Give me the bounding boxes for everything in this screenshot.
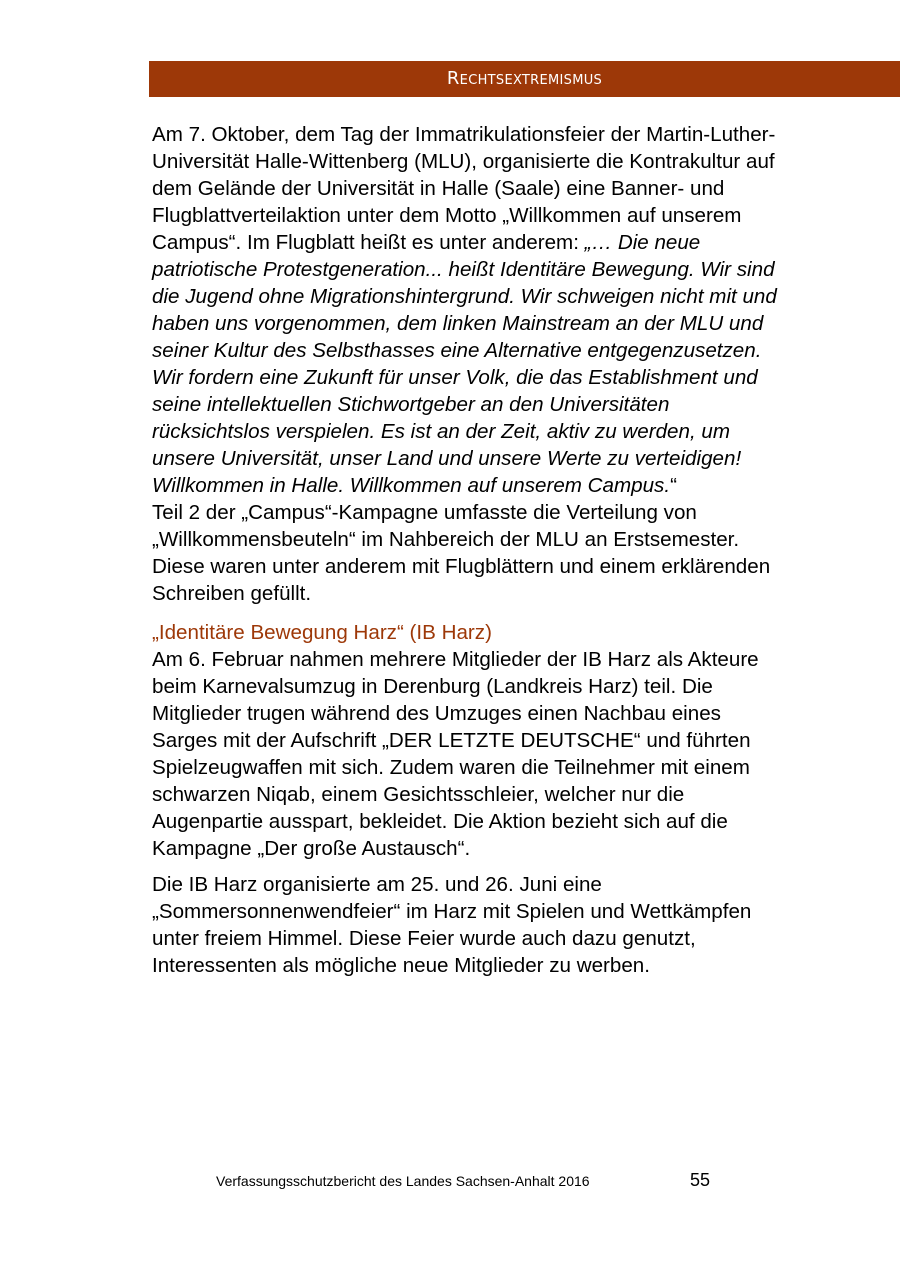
paragraph-campus-action (152, 121, 780, 499)
paragraph-intro: Am 7. Oktober, dem Tag der Immatrikulationsfeier der Martin-Luther-Universität Halle-Wittenberg (MLU), organisierte die Kontrakultur auf dem Gelände der Universität in Halle (Saale) eine Banner- und Flugblattverteilaktion unter dem Motto „Willkommen auf unserem Campus“. Im Flugblatt heißt es unter anderem: (152, 123, 776, 254)
section-header-bar (149, 61, 900, 97)
footer-report-title: Verfassungsschutzbericht des Landes Sachsen-Anhalt 2016 (216, 1173, 590, 1189)
paragraph-solstice: Die IB Harz organisierte am 25. und 26. Juni eine „Sommersonnenwendfeier“ im Harz mit Spielen und Wettkämpfen unter freiem Himmel. Diese Feier wurde auch dazu genutzt, Interessenten als mögliche neue Mitglieder zu werben. (152, 873, 752, 977)
section-heading-ib-harz: „Identitäre Bewegung Harz“ (IB Harz) (152, 621, 492, 644)
paragraph-carnival: Am 6. Februar nahmen mehrere Mitglieder der IB Harz als Akteure beim Karnevalsumzug in Derenburg (Landkreis Harz) teil. Die Mitglieder trugen während des Umzuges einen Nachbau eines Sarges mit der Aufschrift „DER LETZTE DEUTSCHE“ und führten Spielzeugwaffen mit sich. Zudem waren die Teilnehmer mit einem schwarzen Niqab, einem Gesichtsschleier, welcher nur die Augenpartie ausspart, bekleidet. Die Aktion bezieht sich auf die Kampagne „Der große Austausch“. (152, 648, 759, 860)
page-number: 55 (690, 1170, 711, 1190)
section-title: Rechtsextremismus (446, 68, 603, 89)
quote-close-mark: “ (670, 474, 677, 497)
paragraph-campus-part2: Teil 2 der „Campus“-Kampagne umfasste die Verteilung von „Willkommensbeuteln“ im Nahbereich der MLU an Erstsemester. Diese waren unter anderem mit Flugblättern und einem erklärenden Schreiben gefüllt. (152, 501, 771, 605)
article-body (152, 121, 780, 979)
flyer-quote: „… Die neue patriotische Protestgeneration... heißt Identitäre Bewegung. Wir sind die Jugend ohne Migrationshintergrund. Wir schweigen nicht mit und haben uns vorgenommen, dem linken Mainstream an der MLU und seiner Kultur des Selbsthasses eine Alternative entgegenzusetzen. Wir fordern eine Zukunft für unser Volk, die das Establishment und seine intellektuellen Stichwortgeber an den Universitäten rücksichtslos verspielen. Es ist an der Zeit, aktiv zu werden, um unsere Universität, unser Land und unsere Werte zu verteidigen! Willkommen in Halle. Willkommen auf unserem Campus. (152, 231, 777, 497)
